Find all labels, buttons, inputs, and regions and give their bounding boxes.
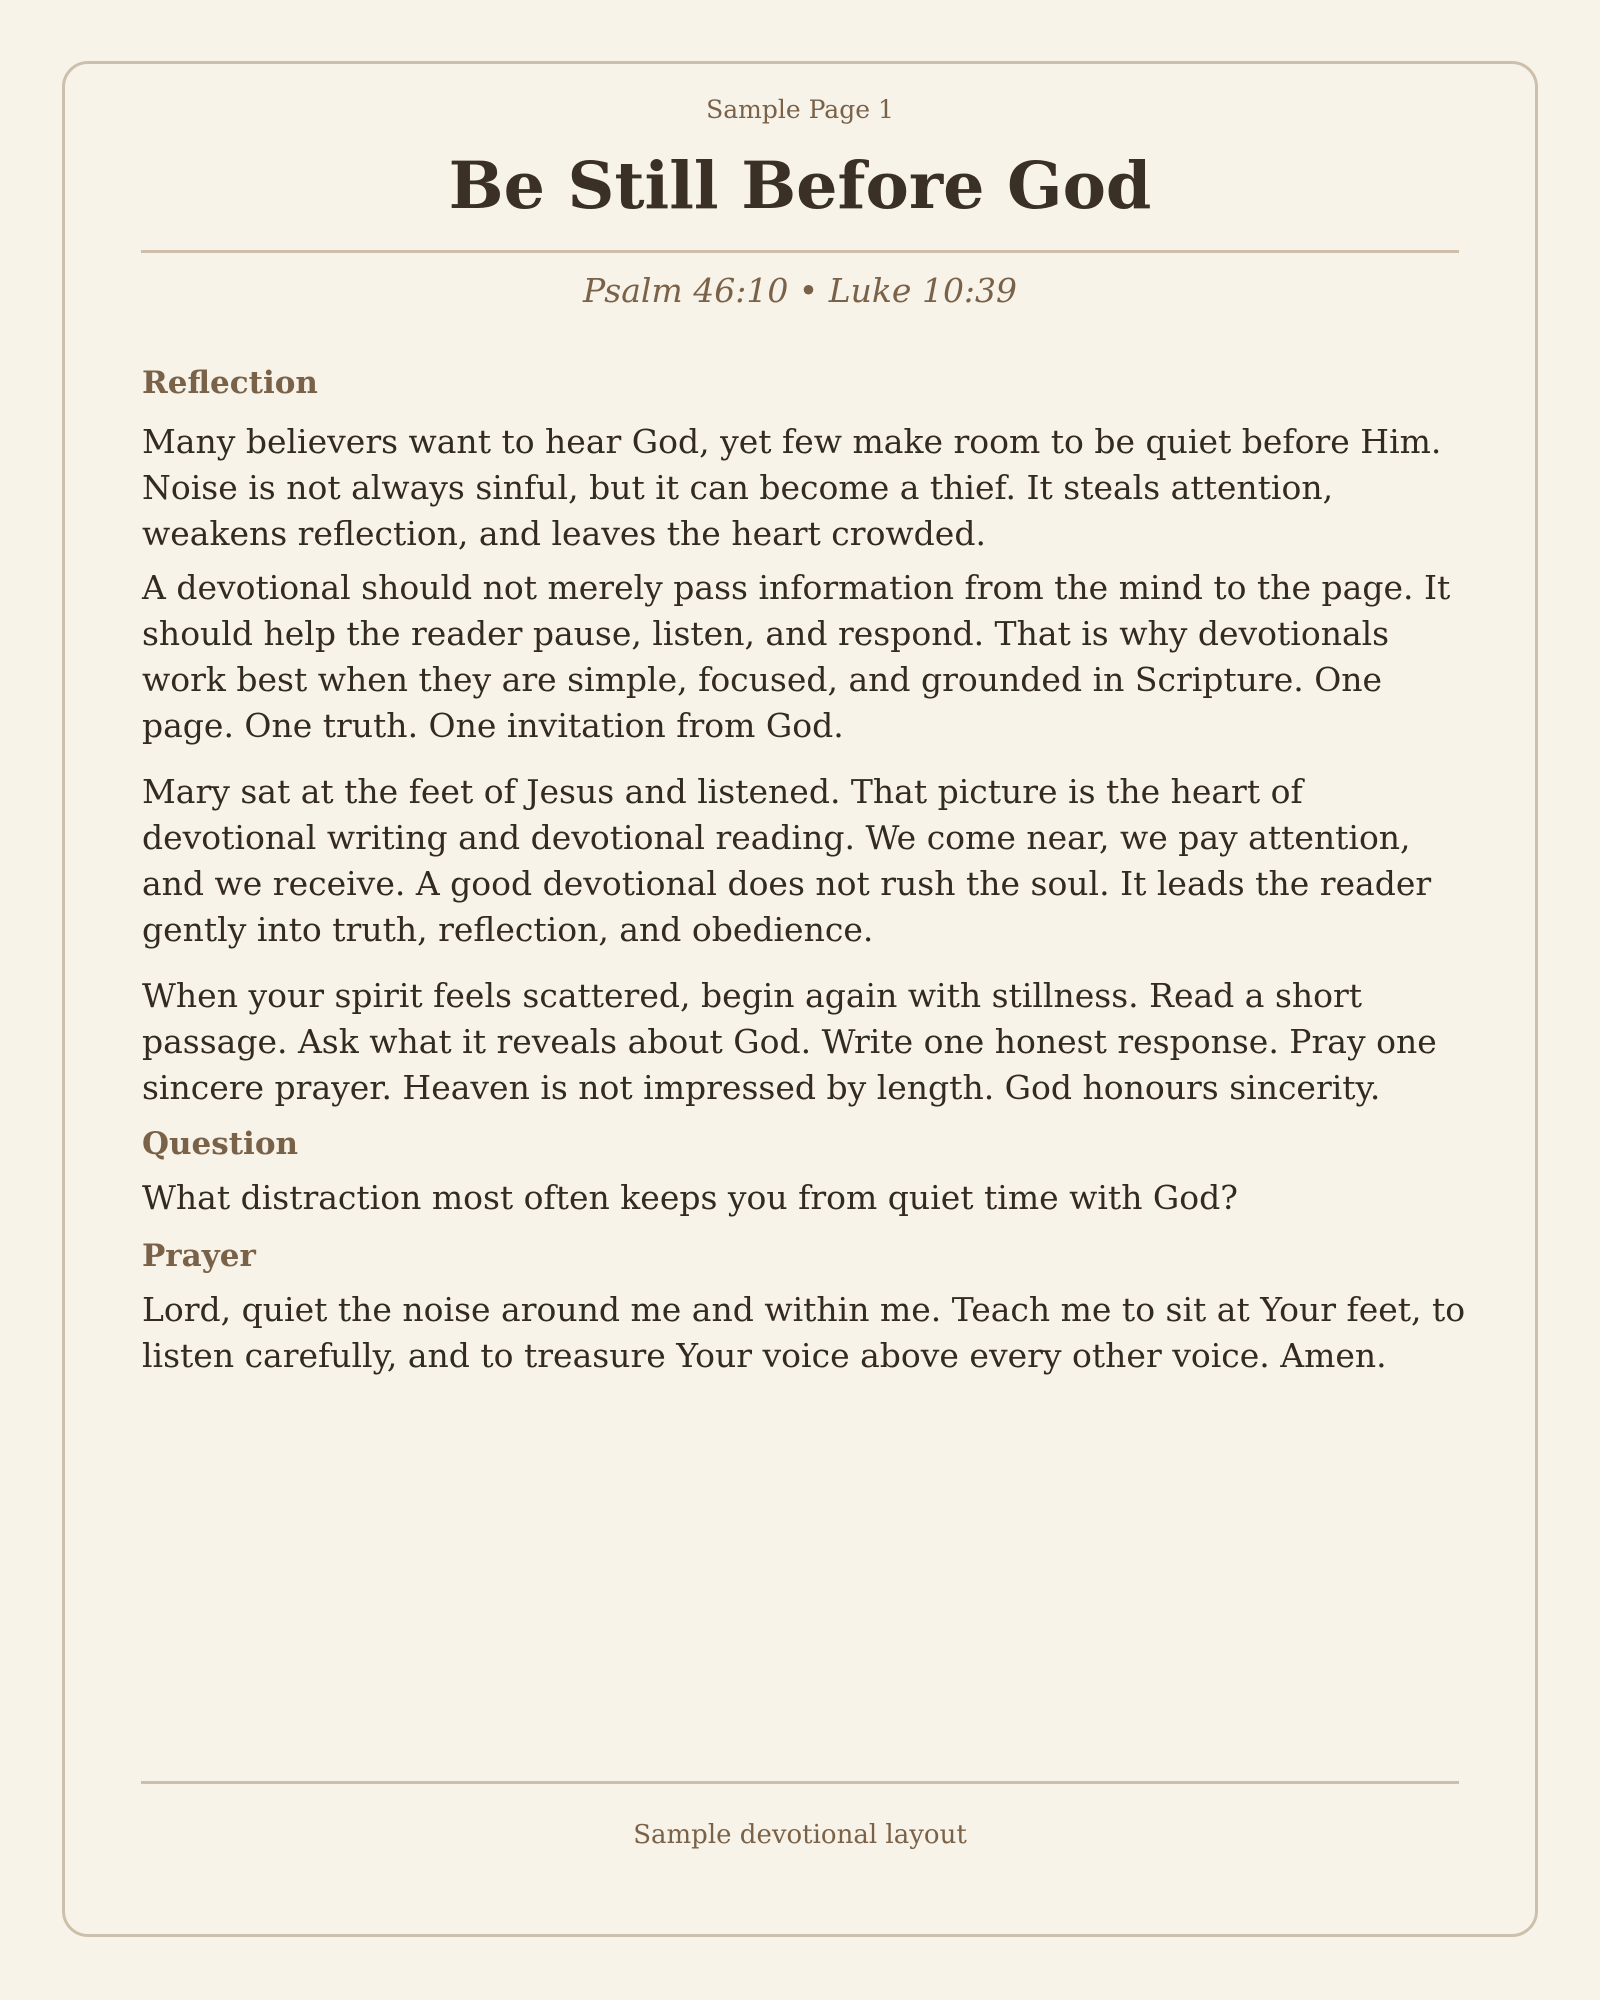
prayer-heading: Prayer [142, 1238, 256, 1274]
question-heading: Question [142, 1126, 299, 1162]
reflection-paragraph: A devotional should not merely pass information from the mind to the page. It should help the reader pause, listen, and respond. That is why devotionals work best when they are simple, focused, and grounded in Scripture. One page. One truth. One invitation from God. [142, 568, 1451, 745]
reflection-paragraph: Mary sat at the feet of Jesus and listened. That picture is the heart of devotional writing and devotional reading. We come near, we pay attention, and we receive. A good devotional does not rush the soul. It leads the reader gently into truth, reflection, and obedience. [142, 772, 1432, 949]
reflection-heading: Reflection [142, 365, 318, 401]
reflection-paragraph: When your spirit feels scattered, begin again with stillness. Read a short passage. Ask what it reveals about God. Write one honest response. Pray one sincere prayer. Heaven is not impressed by length. God honours sincerity. [142, 976, 1437, 1107]
footer-text: Sample devotional layout [633, 1820, 967, 1850]
title-divider [141, 250, 1459, 253]
devotional-content [142, 362, 1472, 1379]
question-text: What distraction most often keeps you from quiet time with God? [142, 1178, 1238, 1217]
page-title: Be Still Before God [448, 148, 1152, 224]
devotional-page [62, 61, 1538, 1937]
footer-divider [141, 1781, 1459, 1784]
scripture-reference: Psalm 46:10 • Luke 10:39 [582, 271, 1018, 310]
prayer-text: Lord, quiet the noise around me and within me. Teach me to sit at Your feet, to listen carefully, and to treasure Your voice above every other voice. Amen. [142, 1290, 1466, 1375]
reflection-paragraph: Many believers want to hear God, yet few make room to be quiet before Him. Noise is not always sinful, but it can become a thief. It steals attention, weakens reflection, and leaves the heart crowded. [142, 422, 1442, 553]
sample-page-label: Sample Page 1 [706, 95, 894, 124]
